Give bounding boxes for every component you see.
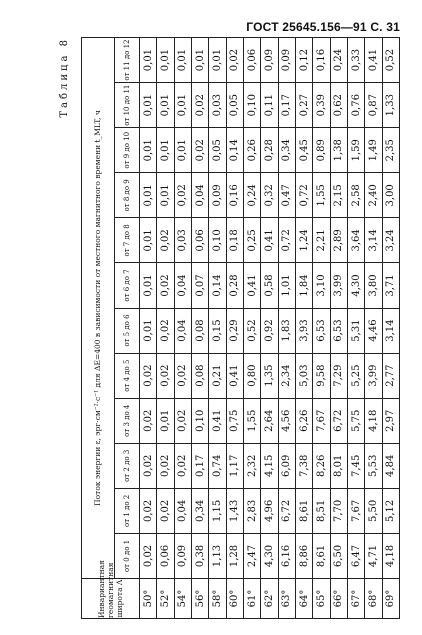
flux-value-cell: 0,03	[209, 83, 226, 128]
range-header: от 6 до 7	[115, 263, 140, 308]
flux-value-cell: 5,25	[347, 353, 364, 398]
flux-value-cell: 1,28	[226, 533, 243, 578]
flux-value-cell: 2,97	[382, 398, 399, 443]
table-row	[226, 38, 243, 619]
flux-value-cell: 6,53	[330, 308, 347, 353]
flux-value-cell: 0,02	[157, 443, 174, 488]
flux-value-cell: 0,17	[278, 83, 295, 128]
range-header: от 8 до 9	[115, 173, 140, 218]
flux-value-cell: 0,01	[140, 83, 157, 128]
table-row	[382, 38, 399, 619]
flux-value-cell: 7,70	[330, 488, 347, 533]
flux-value-cell: 0,02	[174, 443, 191, 488]
flux-value-cell: 0,27	[295, 83, 312, 128]
table-row	[313, 38, 330, 619]
flux-value-cell: 1,43	[226, 488, 243, 533]
flux-value-cell: 0,47	[278, 173, 295, 218]
flux-value-cell: 5,12	[382, 488, 399, 533]
table-row	[295, 38, 312, 619]
table-row	[347, 38, 364, 619]
flux-value-cell: 6,16	[278, 533, 295, 578]
flux-value-cell: 0,80	[243, 353, 260, 398]
flux-value-cell: 5,31	[347, 308, 364, 353]
flux-value-cell: 6,09	[278, 443, 295, 488]
flux-value-cell: 2,34	[278, 353, 295, 398]
flux-value-cell: 3,00	[382, 173, 399, 218]
range-header: от 4 до 5	[115, 353, 140, 398]
flux-value-cell: 0,41	[243, 263, 260, 308]
flux-value-cell: 4,15	[261, 443, 278, 488]
flux-value-cell: 3,99	[330, 263, 347, 308]
flux-value-cell: 0,75	[226, 398, 243, 443]
latitude-cell: 56°	[191, 579, 208, 619]
flux-value-cell: 3,14	[382, 308, 399, 353]
flux-value-cell: 0,01	[140, 38, 157, 83]
latitude-cell: 64°	[295, 579, 312, 619]
flux-value-cell: 4,71	[365, 533, 382, 578]
flux-value-cell: 0,38	[191, 533, 208, 578]
flux-value-cell: 4,30	[347, 263, 364, 308]
latitude-cell: 58°	[209, 579, 226, 619]
flux-value-cell: 0,07	[191, 263, 208, 308]
flux-value-cell: 1,35	[261, 353, 278, 398]
flux-value-cell: 0,41	[226, 353, 243, 398]
flux-value-cell: 0,01	[157, 398, 174, 443]
flux-value-cell: 3,99	[365, 353, 382, 398]
latitude-cell: 61°	[243, 579, 260, 619]
flux-value-cell: 0,15	[209, 308, 226, 353]
flux-value-cell: 0,87	[365, 83, 382, 128]
flux-value-cell: 0,06	[157, 533, 174, 578]
flux-value-cell: 2,64	[261, 398, 278, 443]
flux-value-cell: 8,26	[313, 443, 330, 488]
flux-value-cell: 0,01	[157, 38, 174, 83]
latitude-cell: 60°	[226, 579, 243, 619]
flux-value-cell: 1,13	[209, 533, 226, 578]
table-row	[157, 38, 174, 619]
flux-value-cell: 0,02	[140, 443, 157, 488]
range-header: от 10 до 11	[115, 83, 140, 128]
flux-value-cell: 4,96	[261, 488, 278, 533]
flux-value-cell: 4,30	[261, 533, 278, 578]
latitude-cell: 52°	[157, 579, 174, 619]
flux-value-cell: 0,21	[209, 353, 226, 398]
flux-header: Поток энергии ε, эрг·см⁻²·с⁻¹ для ΔE=400 в зависимости от местного магнитного времени t_MLT, ч	[82, 38, 115, 579]
flux-value-cell: 8,61	[313, 533, 330, 578]
flux-value-cell: 0,41	[209, 398, 226, 443]
flux-value-cell: 1,17	[226, 443, 243, 488]
flux-value-cell: 6,50	[330, 533, 347, 578]
flux-value-cell: 0,28	[226, 263, 243, 308]
flux-value-cell: 0,01	[157, 83, 174, 128]
flux-value-cell: 3,24	[382, 218, 399, 263]
flux-value-cell: 0,74	[209, 443, 226, 488]
flux-value-cell: 2,32	[243, 443, 260, 488]
flux-value-cell: 0,01	[209, 38, 226, 83]
flux-value-cell: 4,18	[365, 398, 382, 443]
flux-value-cell: 2,77	[382, 353, 399, 398]
flux-value-cell: 1,49	[365, 128, 382, 173]
flux-value-cell: 0,05	[226, 83, 243, 128]
flux-value-cell: 0,08	[191, 308, 208, 353]
flux-value-cell: 9,58	[313, 353, 330, 398]
flux-value-cell: 7,67	[347, 488, 364, 533]
flux-value-cell: 0,52	[243, 308, 260, 353]
flux-value-cell: 0,12	[295, 38, 312, 83]
flux-value-cell: 7,45	[347, 443, 364, 488]
flux-value-cell: 0,02	[140, 398, 157, 443]
flux-value-cell: 8,86	[295, 533, 312, 578]
flux-value-cell: 5,53	[365, 443, 382, 488]
table-row	[191, 38, 208, 619]
flux-value-cell: 0,03	[174, 218, 191, 263]
table-row	[261, 38, 278, 619]
flux-value-cell: 1,55	[243, 398, 260, 443]
flux-value-cell: 1,55	[313, 173, 330, 218]
flux-value-cell: 6,47	[347, 533, 364, 578]
rotated-table-area	[59, 37, 400, 619]
flux-value-cell: 0,01	[174, 128, 191, 173]
flux-value-cell: 0,29	[226, 308, 243, 353]
flux-value-cell: 0,32	[261, 173, 278, 218]
flux-value-cell: 2,58	[347, 173, 364, 218]
flux-value-cell: 2,21	[313, 218, 330, 263]
flux-value-cell: 0,02	[140, 488, 157, 533]
flux-value-cell: 4,56	[278, 398, 295, 443]
flux-value-cell: 0,72	[278, 218, 295, 263]
latitude-cell: 67°	[347, 579, 364, 619]
flux-value-cell: 7,67	[313, 398, 330, 443]
range-header: от 11 до 12	[115, 38, 140, 83]
flux-value-cell: 0,01	[140, 173, 157, 218]
flux-value-cell: 0,01	[140, 308, 157, 353]
flux-value-cell: 0,34	[278, 128, 295, 173]
flux-value-cell: 0,10	[243, 83, 260, 128]
flux-value-cell: 0,10	[191, 398, 208, 443]
flux-value-cell: 0,02	[157, 308, 174, 353]
flux-value-cell: 0,10	[209, 218, 226, 263]
flux-value-cell: 0,01	[140, 263, 157, 308]
flux-value-cell: 0,18	[226, 218, 243, 263]
flux-value-cell: 0,33	[347, 38, 364, 83]
flux-value-cell: 5,50	[365, 488, 382, 533]
header-row-ranges	[115, 38, 140, 619]
flux-value-cell: 0,08	[191, 353, 208, 398]
flux-value-cell: 6,72	[278, 488, 295, 533]
flux-value-cell: 1,84	[295, 263, 312, 308]
flux-value-cell: 0,25	[243, 218, 260, 263]
flux-value-cell: 2,40	[365, 173, 382, 218]
flux-value-cell: 8,61	[295, 488, 312, 533]
flux-value-cell: 0,06	[191, 218, 208, 263]
flux-value-cell: 0,02	[157, 353, 174, 398]
latitude-cell: 50°	[140, 579, 157, 619]
flux-value-cell: 0,14	[226, 128, 243, 173]
flux-value-cell: 1,33	[382, 83, 399, 128]
flux-value-cell: 0,02	[174, 173, 191, 218]
table-row	[174, 38, 191, 619]
flux-value-cell: 3,14	[365, 218, 382, 263]
flux-value-cell: 0,02	[191, 128, 208, 173]
flux-value-cell: 0,09	[209, 173, 226, 218]
flux-value-cell: 0,41	[365, 38, 382, 83]
latitude-cell: 68°	[365, 579, 382, 619]
flux-value-cell: 0,14	[209, 263, 226, 308]
range-header: от 1 до 2	[115, 488, 140, 533]
flux-value-cell: 0,02	[157, 263, 174, 308]
flux-value-cell: 0,24	[243, 173, 260, 218]
flux-value-cell: 0,01	[174, 83, 191, 128]
flux-value-cell: 0,02	[157, 218, 174, 263]
range-header: от 7 до 8	[115, 218, 140, 263]
flux-value-cell: 0,01	[140, 128, 157, 173]
flux-value-cell: 0,11	[261, 83, 278, 128]
flux-value-cell: 1,24	[295, 218, 312, 263]
flux-value-cell: 0,01	[157, 173, 174, 218]
flux-value-cell: 0,58	[261, 263, 278, 308]
flux-value-cell: 3,64	[347, 218, 364, 263]
flux-value-cell: 2,15	[330, 173, 347, 218]
flux-value-cell: 0,04	[174, 488, 191, 533]
flux-value-cell: 0,02	[157, 488, 174, 533]
flux-value-cell: 3,10	[313, 263, 330, 308]
table-row	[243, 38, 260, 619]
flux-value-cell: 0,02	[140, 353, 157, 398]
latitude-cell: 66°	[330, 579, 347, 619]
flux-value-cell: 6,53	[313, 308, 330, 353]
flux-value-cell: 0,92	[261, 308, 278, 353]
flux-value-cell: 1,15	[209, 488, 226, 533]
range-header: от 3 до 4	[115, 398, 140, 443]
table-row	[365, 38, 382, 619]
flux-value-cell: 8,01	[330, 443, 347, 488]
flux-value-cell: 0,24	[330, 38, 347, 83]
flux-value-cell: 3,93	[295, 308, 312, 353]
range-header: от 9 до 10	[115, 128, 140, 173]
flux-value-cell: 0,39	[313, 83, 330, 128]
flux-value-cell: 7,38	[295, 443, 312, 488]
flux-value-cell: 0,76	[347, 83, 364, 128]
flux-value-cell: 1,59	[347, 128, 364, 173]
flux-value-cell: 0,04	[191, 173, 208, 218]
flux-value-cell: 0,26	[243, 128, 260, 173]
latitude-cell: 69°	[382, 579, 399, 619]
flux-value-cell: 2,47	[243, 533, 260, 578]
range-header: от 2 до 3	[115, 443, 140, 488]
flux-value-cell: 4,84	[382, 443, 399, 488]
flux-value-cell: 0,04	[174, 263, 191, 308]
flux-value-cell: 0,45	[295, 128, 312, 173]
flux-value-cell: 0,28	[261, 128, 278, 173]
table-row	[140, 38, 157, 619]
flux-value-cell: 6,72	[330, 398, 347, 443]
latitude-cell: 63°	[278, 579, 295, 619]
flux-value-cell: 4,18	[382, 533, 399, 578]
flux-value-cell: 3,80	[365, 263, 382, 308]
flux-value-cell: 0,09	[261, 38, 278, 83]
table-body	[140, 38, 400, 619]
flux-value-cell: 2,83	[243, 488, 260, 533]
flux-value-cell: 0,16	[313, 38, 330, 83]
flux-value-cell: 2,89	[330, 218, 347, 263]
flux-value-cell: 0,16	[226, 173, 243, 218]
flux-value-cell: 0,52	[382, 38, 399, 83]
flux-value-cell: 0,02	[174, 398, 191, 443]
range-header: от 0 до 1	[115, 533, 140, 578]
flux-value-cell: 1,83	[278, 308, 295, 353]
flux-value-cell: 5,75	[347, 398, 364, 443]
latitude-cell: 62°	[261, 579, 278, 619]
flux-table	[81, 37, 400, 619]
standard-number: ГОСТ 25645.156—91 С. 31	[246, 20, 400, 34]
flux-value-cell: 0,06	[243, 38, 260, 83]
flux-value-cell: 5,03	[295, 353, 312, 398]
flux-value-cell: 6,26	[295, 398, 312, 443]
latitude-cell: 54°	[174, 579, 191, 619]
flux-value-cell: 0,01	[174, 38, 191, 83]
flux-value-cell: 0,04	[174, 308, 191, 353]
table-row	[330, 38, 347, 619]
flux-value-cell: 0,62	[330, 83, 347, 128]
flux-value-cell: 0,17	[191, 443, 208, 488]
header-row-flux	[82, 38, 115, 619]
flux-value-cell: 0,01	[140, 218, 157, 263]
table-row	[278, 38, 295, 619]
flux-value-cell: 0,02	[191, 83, 208, 128]
flux-value-cell: 0,02	[140, 533, 157, 578]
flux-value-cell: 4,46	[365, 308, 382, 353]
flux-value-cell: 0,09	[278, 38, 295, 83]
flux-value-cell: 1,38	[330, 128, 347, 173]
table-row	[209, 38, 226, 619]
flux-value-cell: 8,51	[313, 488, 330, 533]
latitude-header: Инвариантная геомагнитная широта Λ	[82, 579, 140, 619]
flux-value-cell: 0,09	[174, 533, 191, 578]
flux-value-cell: 0,02	[174, 353, 191, 398]
flux-value-cell: 0,05	[209, 128, 226, 173]
flux-value-cell: 0,01	[191, 38, 208, 83]
range-header: от 5 до 6	[115, 308, 140, 353]
flux-value-cell: 0,72	[295, 173, 312, 218]
flux-value-cell: 2,35	[382, 128, 399, 173]
latitude-cell: 65°	[313, 579, 330, 619]
flux-value-cell: 3,71	[382, 263, 399, 308]
table-caption: Таблица 8	[59, 37, 70, 118]
flux-value-cell: 0,34	[191, 488, 208, 533]
flux-value-cell: 0,89	[313, 128, 330, 173]
flux-value-cell: 0,41	[261, 218, 278, 263]
flux-value-cell: 1,01	[278, 263, 295, 308]
flux-value-cell: 0,01	[157, 128, 174, 173]
flux-value-cell: 0,02	[226, 38, 243, 83]
flux-value-cell: 7,29	[330, 353, 347, 398]
rotated-table-content	[59, 37, 400, 619]
